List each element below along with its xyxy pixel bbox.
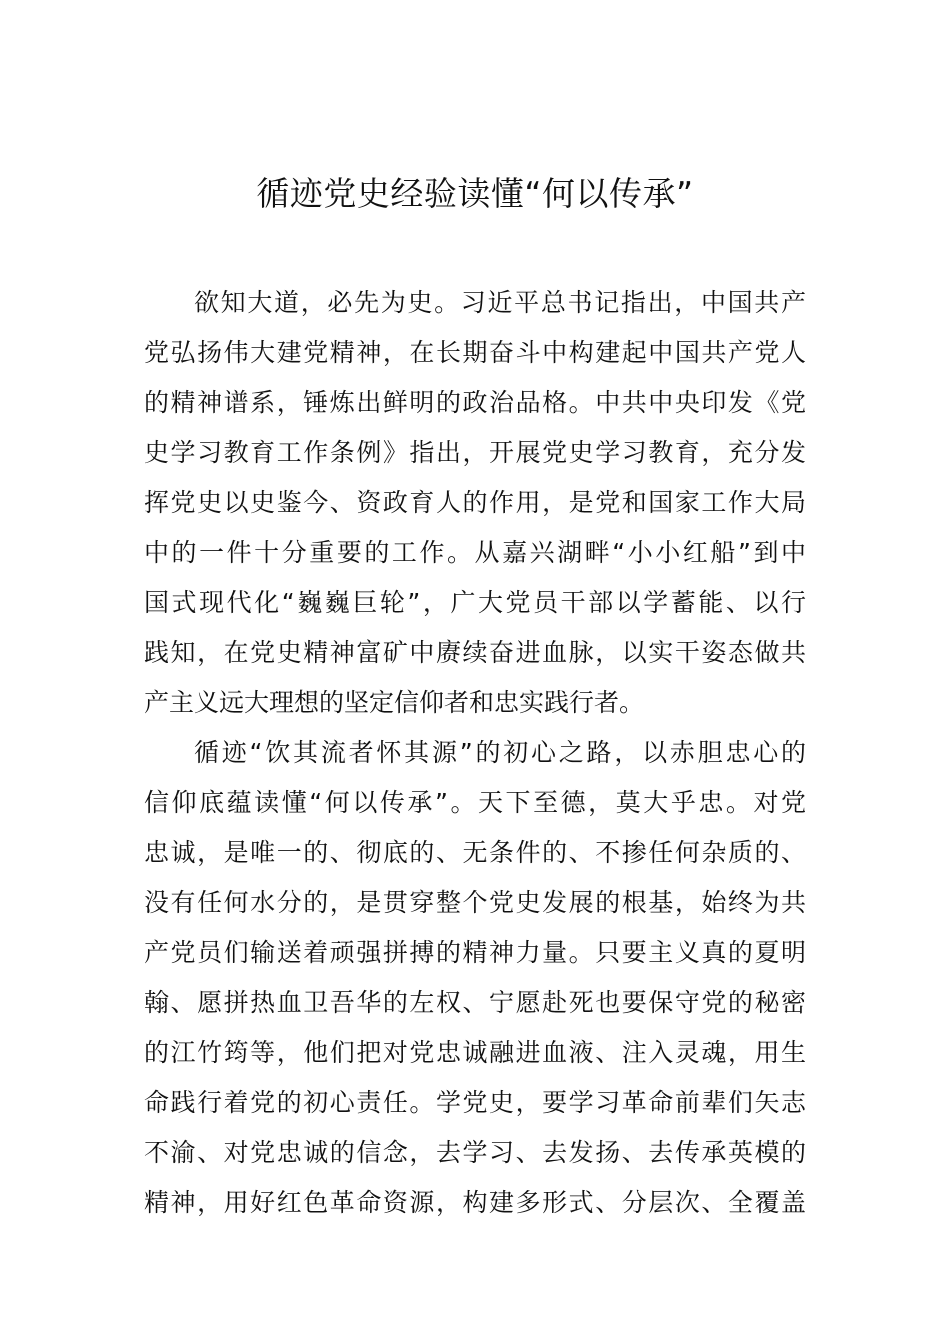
- document-title: 循迹党史经验读懂“何以传承”: [256, 174, 694, 213]
- text-line: 的江竹筠等，他们把对党忠诚融进血液、注入灵魂，用生: [144, 1038, 806, 1067]
- text-line: 挥党史以史鉴今、资政育人的作用，是党和国家工作大局: [144, 488, 806, 517]
- text-line: 精神，用好红色革命资源，构建多形式、分层次、全覆盖: [144, 1188, 806, 1217]
- document-body: [144, 278, 806, 1228]
- text-line: 循迹“饮其流者怀其源”的初心之路，以赤胆忠心的: [194, 738, 806, 767]
- text-line: 信仰底蕴读懂“何以传承”。天下至德，莫大乎忠。对党: [144, 788, 806, 817]
- text-line: 忠诚，是唯一的、彻底的、无条件的、不掺任何杂质的、: [144, 838, 806, 867]
- text-line: 产党员们输送着顽强拼搏的精神力量。只要主义真的夏明: [144, 938, 806, 967]
- text-line: 践知，在党史精神富矿中赓续奋进血脉，以实干姿态做共: [144, 638, 806, 667]
- text-line: 中的一件十分重要的工作。从嘉兴湖畔“小小红船”到中: [144, 538, 806, 567]
- paragraph-1: [144, 278, 806, 728]
- text-line: 没有任何水分的，是贯穿整个党史发展的根基，始终为共: [144, 888, 806, 917]
- text-line: 翰、愿拼热血卫吾华的左权、宁愿赴死也要保守党的秘密: [144, 988, 806, 1017]
- text-line: 产主义远大理想的坚定信仰者和忠实践行者。: [144, 688, 645, 717]
- text-line: 不渝、对党忠诚的信念，去学习、去发扬、去传承英模的: [144, 1138, 806, 1167]
- text-line: 欲知大道，必先为史。习近平总书记指出，中国共产: [194, 288, 806, 317]
- paragraph-2: [144, 728, 806, 1228]
- text-line: 史学习教育工作条例》指出，开展党史学习教育，充分发: [144, 438, 806, 467]
- text-line: 命践行着党的初心责任。学党史，要学习革命前辈们矢志: [144, 1088, 806, 1117]
- text-line: 党弘扬伟大建党精神，在长期奋斗中构建起中国共产党人: [144, 338, 806, 367]
- text-line: 的精神谱系，锤炼出鲜明的政治品格。中共中央印发《党: [144, 388, 806, 417]
- text-line: 国式现代化“巍巍巨轮”，广大党员干部以学蓄能、以行: [144, 588, 806, 617]
